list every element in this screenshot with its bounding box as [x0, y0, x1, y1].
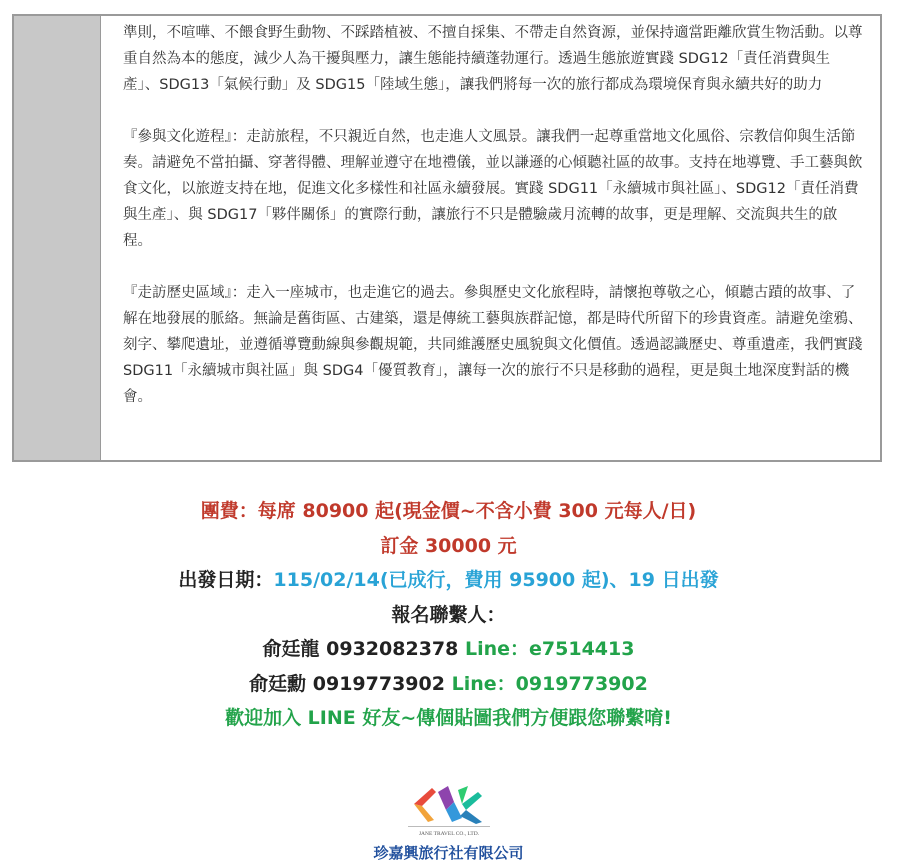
deposit-line: 訂金 30000 元: [380, 534, 517, 557]
content-table: [12, 14, 882, 462]
departure-line: [0, 563, 897, 598]
departure-value: 115/02/14(已成行，費用 95900 起)、19 日出發: [273, 569, 719, 591]
culture-paragraph: 『參與文化遊程』：走訪旅程，不只親近自然，也走進人文風景。讓我們一起尊重當地文化風俗、宗教信仰與生活節奏。請避免不當拍攝、穿著得體、理解並遵守在地禮儀，並以謙遜的心傾聽社區的故事。支持在地導覽、手工藝與飲食文化，以旅遊支持在地，促進文化多樣性和社區永續發展。實踐 SDG11「永續城市與社區」、SDG12「責任消費與生產」、與 SDG17「夥伴關係」的實際行動，讓旅行不只是體驗歲月流轉的故事，更是理解、交流與共生的啟程。: [123, 129, 863, 249]
tour-info: [0, 494, 897, 736]
contact-name-phone: 俞廷勳 0919773902: [249, 672, 445, 695]
history-paragraph: 『走訪歷史區域』：走入一座城市，也走進它的過去。參與歷史文化旅程時，請懷抱尊敬之心，傾聽古蹟的故事、了解在地發展的脈絡。無論是舊街區、古建築，還是傳統工藝與族群記憶，都是時代所留下的珍貴資產。請避免塗鴉、刻字、攀爬遺址，並遵循導覽動線與參觀規範，共同維護歷史風貌與文化價值。透過認識歷史、尊重遺產，我們實踐 SDG11「永續城市與社區」與 SDG4「優質教育」，讓每一次的旅行不只是移動的過程，更是與土地深度對話的機會。: [123, 285, 863, 405]
table-content-cell: [101, 16, 880, 460]
fee-line: 團費：每席 80900 起(現金價~不含小費 300 元每人/日): [200, 500, 697, 522]
contact-line: [0, 667, 897, 702]
contact-name-phone: 俞廷龍 0932082378: [262, 638, 459, 660]
company-name: 珍嘉興旅行社有限公司: [373, 844, 524, 862]
contact-line-id[interactable]: Line：e7514413: [464, 638, 635, 660]
departure-label: 出發日期：: [178, 569, 274, 591]
company-logo[interactable]: [396, 782, 502, 840]
eco-paragraph: 準則，不喧嘩、不餵食野生動物、不踩踏植被、不擅自採集、不帶走自然資源，並保持適當距離欣賞生物活動。以尊重自然為本的態度，減少人為干擾與壓力，讓生態能持續蓬勃運行。透過生態旅遊實踐 SDG12「責任消費與生產」、SDG13「氣候行動」及 SDG15「陸域生態」，讓我們將每一次的旅行都成為環境保育與永續共好的助力: [123, 25, 863, 93]
table-label-cell: [14, 16, 101, 460]
contacts-title: 報名聯繫人：: [391, 603, 506, 626]
contact-line: [0, 632, 897, 667]
contact-line-id[interactable]: Line：0919773902: [451, 672, 648, 695]
logo-text: JANE TRAVEL CO., LTD.: [418, 831, 480, 837]
line-invite: 歡迎加入 LINE 好友~傳個貼圖我們方便跟您聯繫唷!: [225, 707, 672, 729]
